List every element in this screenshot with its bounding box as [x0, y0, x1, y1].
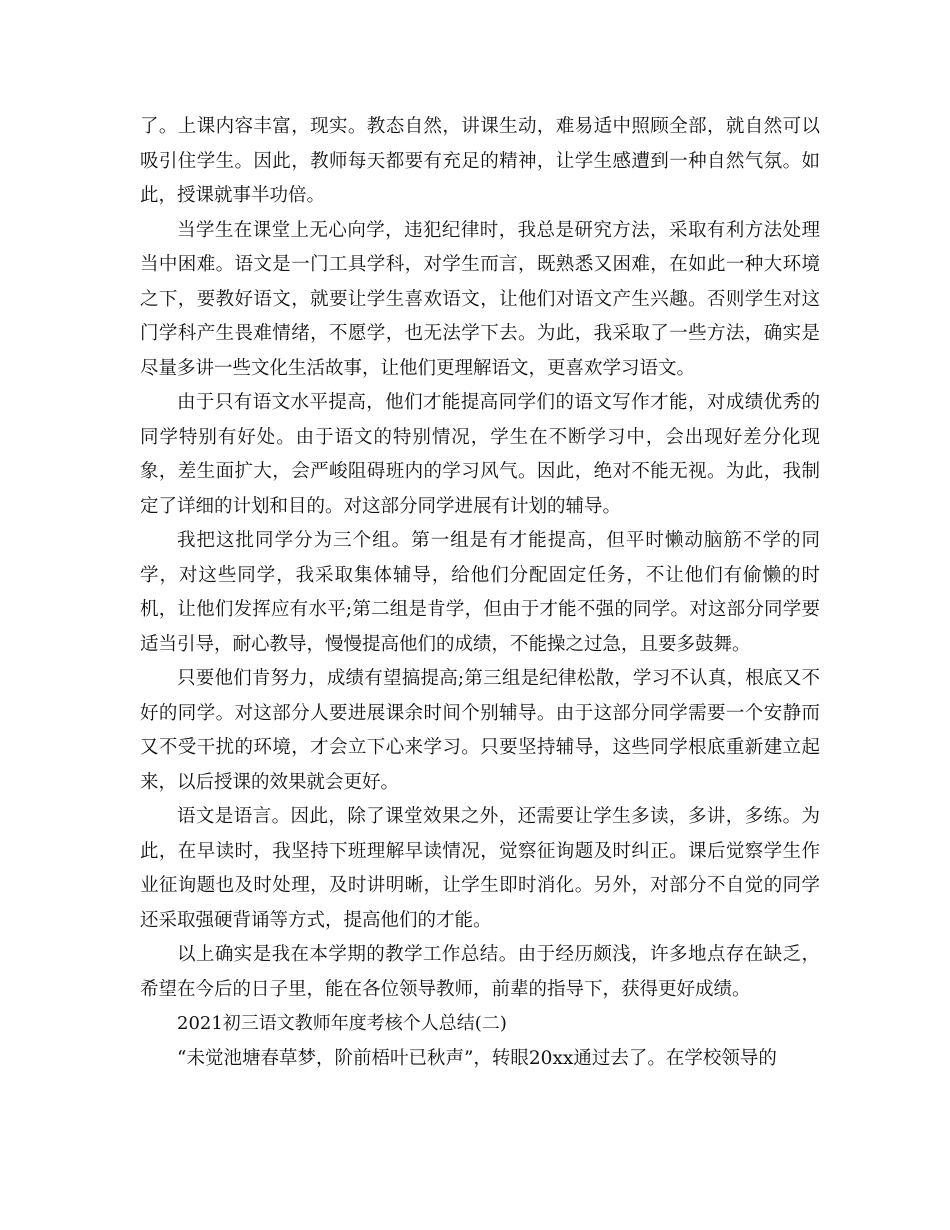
document-body [140, 110, 820, 1076]
paragraph: 只要他们肯努力，成绩有望搞提高;第三组是纪律松散，学习不认真，根底又不好的同学。对这部分人要进展课余时间个别辅导。由于这部分同学需要一个安静而又不受干扰的环境，才会立下心来学习。只要坚持辅导，这些同学根底重新建立起来，以后授课的效果就会更好。 [140, 668, 820, 793]
paragraph: 了。上课内容丰富，现实。教态自然，讲课生动，难易适中照顾全部，就自然可以吸引住学生。因此，教师每天都要有充足的精神，让学生感遭到一种自然气氛。如此，授课就事半功倍。 [140, 116, 820, 206]
paragraph: “未觉池塘春草梦，阶前梧叶已秋声”，转眼20xx通过去了。在学校领导的 [177, 1047, 777, 1069]
paragraph: 语文是语言。因此，除了课堂效果之外，还需要让学生多读，多讲，多练。为此，在早读时，我坚持下班理解早读情况，觉察征询题及时纠正。课后觉察学生作业征询题也及时处理，及时讲明晰，让学生即时消化。另外，对部分不自觉的同学还采取强硬背诵等方式，提高他们的才能。 [140, 806, 820, 931]
paragraph: 我把这批同学分为三个组。第一组是有才能提高，但平时懒动脑筋不学的同学，对这些同学，我采取集体辅导，给他们分配固定任务，不让他们有偷懒的时机，让他们发挥应有水平;第二组是肯学，但由于才能不强的同学。对这部分同学要适当引导，耐心教导，慢慢提高他们的成绩，不能操之过急，且要多鼓舞。 [140, 530, 820, 655]
paragraph: 由于只有语文水平提高，他们才能提高同学们的语文写作才能，对成绩优秀的同学特别有好处。由于语文的特别情况，学生在不断学习中，会出现好差分化现象，差生面扩大，会严峻阻碍班内的学习风气。因此，绝对不能无视。为此，我制定了详细的计划和目的。对这部分同学进展有计划的辅导。 [140, 392, 820, 517]
paragraph: 当学生在课堂上无心向学，违犯纪律时，我总是研究方法，采取有利方法处理当中困难。语文是一门工具学科，对学生而言，既熟悉又困难，在如此一种大环境之下，要教好语文，就要让学生喜欢语文，让他们对语文产生兴趣。否则学生对这门学科产生畏难情绪，不愿学，也无法学下去。为此，我采取了一些方法，确实是尽量多讲一些文化生活故事，让他们更理解语文，更喜欢学习语文。 [140, 219, 820, 379]
section-heading: 2021初三语文教师年度考核个人总结(二) [177, 1013, 507, 1034]
paragraph: 以上确实是我在本学期的教学工作总结。由于经历颇浅，许多地点存在缺乏，希望在今后的日子里，能在各位领导教师，前辈的指导下，获得更好成绩。 [140, 944, 820, 1000]
